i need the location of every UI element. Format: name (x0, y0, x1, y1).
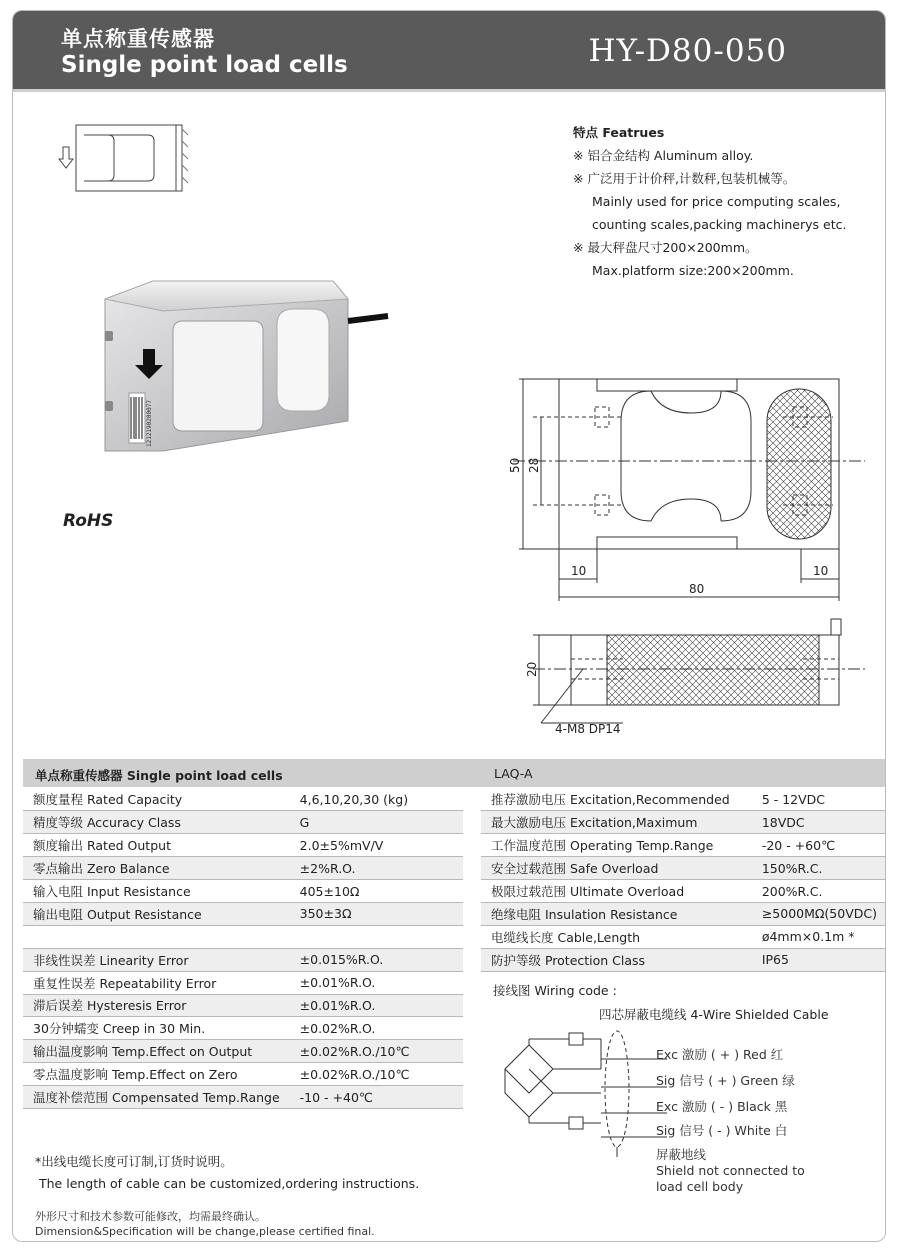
shield-note (656, 1147, 805, 1195)
spec-value: -20 - +60℃ (752, 834, 886, 857)
table-row (23, 811, 463, 834)
table-row (23, 1063, 463, 1086)
footer-en: Dimension&Specification will be change,please certified final. (35, 1225, 375, 1238)
spec-label: 重复性误差 Repeatability Error (23, 971, 290, 994)
model-number: HY-D80-050 (588, 33, 787, 69)
load-direction-sketch (58, 119, 198, 199)
feature-line: counting scales,packing machinerys etc. (592, 217, 847, 232)
table-row (481, 788, 886, 811)
feature-line: ※ 最大秤盘尺寸200×200mm。 (573, 240, 758, 255)
spec-label: 30分钟蠕变 Creep in 30 Min. (23, 1017, 290, 1040)
spec-value: 405±10Ω (290, 880, 463, 903)
spec-label: 精度等级 Accuracy Class (23, 811, 290, 834)
spec-label: 输入电阻 Input Resistance (23, 880, 290, 903)
table-row (23, 1086, 463, 1109)
table-row (23, 948, 463, 971)
spec-header-left: 单点称重传感器 Single point load cells (35, 768, 283, 783)
spec-label: 安全过载范围 Safe Overload (481, 857, 752, 880)
spec-label: 推荐激励电压 Excitation,Recommended (481, 788, 752, 811)
spec-label (23, 925, 290, 948)
dimension-drawing (493, 359, 873, 739)
spec-header-right: LAQ-A (494, 766, 533, 781)
spec-label: 输出温度影响 Temp.Effect on Output (23, 1040, 290, 1063)
features-list (573, 121, 846, 282)
spec-value: 200%R.C. (752, 880, 886, 903)
spec-value: -10 - +40℃ (290, 1086, 463, 1109)
table-row (481, 857, 886, 880)
table-row (481, 811, 886, 834)
dim-length: 80 (689, 582, 705, 596)
table-row (481, 902, 886, 925)
footer-cn: 外形尺寸和技术参数可能修改，均需最终确认。 (35, 1210, 266, 1223)
spec-value: 5 - 12VDC (752, 788, 886, 811)
spec-value: IP65 (752, 948, 886, 971)
table-row (23, 788, 463, 811)
table-row (23, 1040, 463, 1063)
table-row (23, 902, 463, 925)
spec-label: 工作温度范围 Operating Temp.Range (481, 834, 752, 857)
wiring-title: 接线图 Wiring code : (493, 983, 617, 998)
product-photo (93, 261, 393, 461)
shield-line: 屏蔽地线 (656, 1147, 707, 1162)
table-row (23, 994, 463, 1017)
wire-label: Exc 激励 ( + ) Red 红 (656, 1047, 784, 1062)
spec-value: 18VDC (752, 811, 886, 834)
table-row (481, 880, 886, 903)
table-row (481, 834, 886, 857)
spec-header-bar (23, 759, 886, 787)
spec-value: ±0.02%R.O./10℃ (290, 1063, 463, 1086)
spec-label: 最大激励电压 Excitation,Maximum (481, 811, 752, 834)
wire-label: Sig 信号 ( + ) Green 绿 (656, 1073, 795, 1088)
spec-label: 额度量程 Rated Capacity (23, 788, 290, 811)
spec-label: 防护等级 Protection Class (481, 948, 752, 971)
spec-label: 滞后误差 Hysteresis Error (23, 994, 290, 1017)
features-title: 特点 Featrues (573, 125, 665, 140)
spec-label: 电缆线长度 Cable,Length (481, 925, 752, 948)
wiring-diagram (489, 1029, 659, 1159)
spec-label: 温度补偿范围 Compensated Temp.Range (23, 1086, 290, 1109)
header-rule (13, 89, 886, 92)
feature-line: ※ 铝合金结构 Aluminum alloy. (573, 148, 754, 163)
spec-value: ø4mm×0.1m * (752, 925, 886, 948)
header-bar (13, 11, 886, 89)
spec-value: ±0.02%R.O. (290, 1017, 463, 1040)
table-row (481, 925, 886, 948)
feature-line: Mainly used for price computing scales, (592, 194, 841, 209)
footer-disclaimer (35, 1209, 375, 1239)
table-row (23, 1017, 463, 1040)
spec-value: ±0.015%R.O. (290, 948, 463, 971)
table-row (23, 971, 463, 994)
note-en: The length of cable can be customized,ordering instructions. (39, 1176, 420, 1191)
spec-value: ≥5000MΩ(50VDC) (752, 902, 886, 925)
shield-line: Shield not connected to (656, 1163, 805, 1178)
datasheet-page (12, 10, 886, 1242)
dim-inner: 28 (527, 457, 541, 473)
table-row (23, 880, 463, 903)
spec-value: 2.0±5%mV/V (290, 834, 463, 857)
spec-label: 额度输出 Rated Output (23, 834, 290, 857)
spec-value: 150%R.C. (752, 857, 886, 880)
thread-note: 4-M8 DP14 (555, 722, 621, 736)
spec-label: 输出电阻 Output Resistance (23, 902, 290, 925)
shield-line: load cell body (656, 1179, 744, 1194)
spec-value: ±0.01%R.O. (290, 971, 463, 994)
spec-table-left (23, 788, 463, 1109)
spec-value (290, 925, 463, 948)
wire-label: Sig 信号 ( - ) White 白 (656, 1123, 788, 1138)
feature-line: ※ 广泛用于计价秤,计数秤,包装机械等。 (573, 171, 796, 186)
feature-line: Max.platform size:200×200mm. (592, 263, 794, 278)
spec-label: 极限过载范围 Ultimate Overload (481, 880, 752, 903)
table-row (23, 857, 463, 880)
spec-value: ±0.02%R.O./10℃ (290, 1040, 463, 1063)
dim-right: 10 (813, 564, 829, 578)
wire-label: Exc 激励 ( - ) Black 黑 (656, 1099, 788, 1114)
dim-thickness: 20 (525, 661, 539, 677)
spec-table-right (481, 788, 886, 972)
note-cn: *出线电缆长度可订制,订货时说明。 (35, 1154, 233, 1169)
barcode-number: 1212190200077 (146, 400, 153, 447)
cable-type: 四芯屏蔽电缆线 4-Wire Shielded Cable (599, 1007, 829, 1022)
cable-note (35, 1151, 419, 1195)
table-row (481, 948, 886, 971)
table-row (23, 925, 463, 948)
spec-label: 绝缘电阻 Insulation Resistance (481, 902, 752, 925)
spec-value: 4,6,10,20,30 (kg) (290, 788, 463, 811)
table-row (23, 834, 463, 857)
dim-height: 50 (508, 457, 522, 473)
title-en: Single point load cells (61, 52, 348, 78)
spec-value: ±0.01%R.O. (290, 994, 463, 1017)
spec-label: 零点温度影响 Temp.Effect on Zero (23, 1063, 290, 1086)
rohs-mark: RoHS (63, 511, 114, 531)
spec-label: 零点输出 Zero Balance (23, 857, 290, 880)
spec-value: 350±3Ω (290, 902, 463, 925)
spec-label: 非线性误差 Linearity Error (23, 948, 290, 971)
dim-left: 10 (571, 564, 587, 578)
spec-value: G (290, 811, 463, 834)
title-cn: 单点称重传感器 (61, 27, 215, 51)
spec-value: ±2%R.O. (290, 857, 463, 880)
